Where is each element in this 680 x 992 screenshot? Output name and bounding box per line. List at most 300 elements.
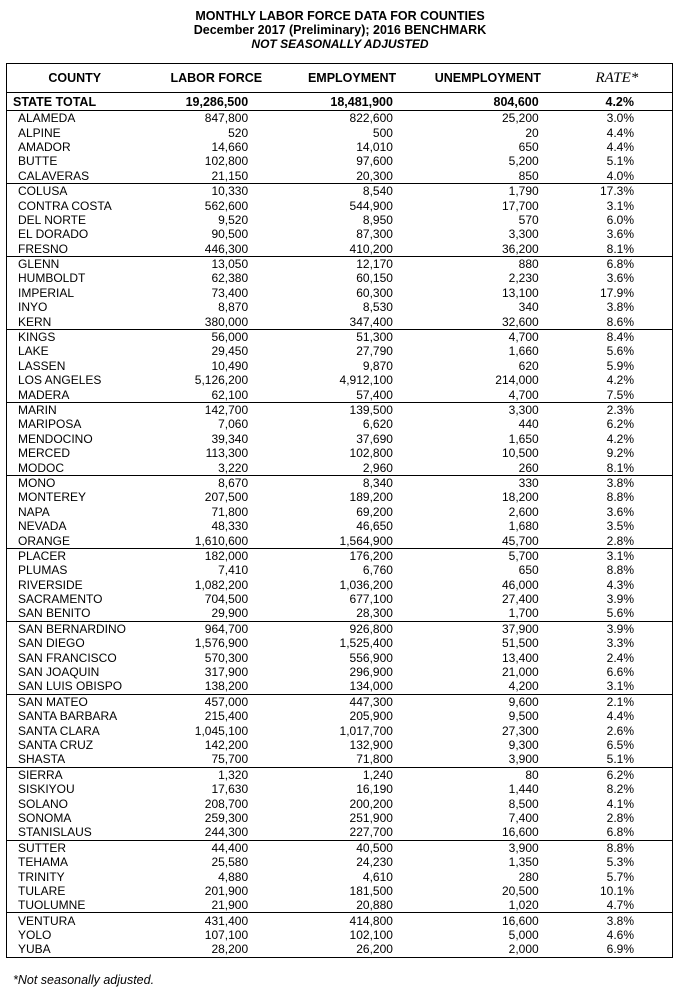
cell-rate: 8.8% — [606, 490, 634, 505]
cell-unemployment: 5,200 — [508, 154, 539, 169]
cell-rate: 5.3% — [606, 855, 634, 870]
cell-rate: 5.1% — [606, 154, 634, 169]
cell-unemployment: 16,600 — [414, 913, 562, 928]
cell-labor-force: 73,400 — [211, 285, 249, 300]
cell-unemployment: 7,400 — [508, 810, 539, 825]
cell-employment: 20,880 — [356, 898, 393, 913]
cell-county: MARIN — [7, 402, 143, 417]
table-row — [7, 928, 673, 942]
cell-unemployment: 570 — [518, 212, 539, 227]
cell-rate: 2.6% — [606, 723, 634, 738]
table-row — [7, 665, 673, 679]
cell-rate: 4.0% — [606, 168, 634, 183]
cell-employment: 87,300 — [356, 227, 393, 242]
table-row — [7, 855, 673, 869]
table-row — [7, 242, 673, 257]
cell-rate: 4.1% — [606, 796, 634, 811]
cell-rate: 6.2% — [606, 417, 634, 432]
table-row — [7, 782, 673, 796]
cell-county: VENTURA — [7, 913, 143, 928]
table-row — [7, 140, 673, 154]
cell-unemployment: 17,700 — [501, 198, 539, 213]
cell-labor-force: 21,150 — [211, 168, 249, 183]
table-row — [7, 898, 673, 913]
cell-unemployment: 1,660 — [508, 344, 539, 359]
cell-employment: 26,200 — [356, 942, 393, 957]
cell-employment: 60,150 — [356, 271, 393, 286]
cell-employment: 28,300 — [356, 606, 393, 621]
cell-employment: 69,200 — [356, 504, 393, 519]
table-row — [7, 548, 673, 563]
cell-labor-force: 1,576,900 — [194, 636, 249, 651]
cell-unemployment: 1,020 — [508, 898, 539, 913]
cell-unemployment: 340 — [518, 300, 539, 315]
cell-county: SHASTA — [18, 752, 66, 767]
table-row — [7, 884, 673, 898]
table-row — [7, 636, 673, 650]
table-row — [7, 869, 673, 883]
cell-rate: 3.6% — [606, 227, 634, 242]
cell-county: MONO — [7, 475, 143, 490]
cell-rate: 5.7% — [606, 869, 634, 884]
cell-employment: 1,036,200 — [339, 577, 393, 592]
cell-unemployment: 45,700 — [501, 533, 539, 548]
cell-employment: 27,790 — [356, 344, 393, 359]
cell-labor-force: 317,900 — [204, 665, 249, 680]
cell-rate: 2.3% — [562, 402, 673, 417]
cell-rate: 8.6% — [606, 314, 634, 329]
cell-unemployment: 3,300 — [414, 402, 562, 417]
cell-rate: 3.9% — [606, 592, 634, 607]
cell-employment: 6,760 — [362, 563, 393, 578]
table-row — [7, 840, 673, 855]
cell-county: GLENN — [7, 256, 143, 271]
cell-county: MONTEREY — [18, 490, 87, 505]
cell-labor-force: 562,600 — [204, 198, 249, 213]
cell-labor-force: 17,630 — [211, 782, 249, 797]
table-row — [7, 373, 673, 387]
cell-county: PLUMAS — [18, 563, 68, 578]
cell-unemployment: 37,900 — [414, 621, 562, 636]
cell-employment: 102,800 — [349, 446, 393, 461]
table-row — [7, 825, 673, 840]
cell-county: YOLO — [18, 928, 52, 943]
cell-county: TEHAMA — [18, 855, 69, 870]
cell-rate: 2.1% — [562, 694, 673, 709]
table-row — [7, 490, 673, 504]
table-row — [7, 679, 673, 694]
cell-unemployment: 1,680 — [508, 519, 539, 534]
cell-labor-force: 215,400 — [204, 709, 249, 724]
cell-county: DEL NORTE — [18, 212, 87, 227]
cell-county: BUTTE — [18, 154, 58, 169]
cell-labor-force: 431,400 — [142, 913, 290, 928]
table-row — [7, 913, 673, 928]
cell-employment: 20,300 — [356, 168, 393, 183]
cell-unemployment: 21,000 — [501, 665, 539, 680]
cell-rate: 3.6% — [606, 504, 634, 519]
cell-rate: 3.1% — [606, 679, 634, 694]
cell-rate: 3.8% — [562, 913, 673, 928]
total-labor-force: 19,286,500 — [142, 93, 290, 111]
cell-unemployment: 1,790 — [414, 183, 562, 198]
cell-employment: 410,200 — [349, 241, 393, 256]
table-row — [7, 169, 673, 184]
cell-employment: 57,400 — [356, 387, 393, 402]
cell-labor-force: 244,300 — [204, 825, 249, 840]
cell-rate: 5.9% — [606, 358, 634, 373]
cell-county: FRESNO — [18, 241, 69, 256]
cell-county: SAN MATEO — [7, 694, 143, 709]
table-row — [7, 213, 673, 227]
cell-unemployment: 8,500 — [508, 796, 539, 811]
table-row — [7, 563, 673, 577]
cell-rate: 6.9% — [606, 942, 634, 957]
cell-county: ALAMEDA — [18, 111, 76, 126]
cell-county: EL DORADO — [18, 227, 89, 242]
cell-rate: 5.6% — [606, 344, 634, 359]
cell-rate: 3.3% — [606, 636, 634, 651]
cell-county: MADERA — [18, 387, 70, 402]
table-row — [7, 694, 673, 709]
cell-rate: 7.5% — [606, 387, 634, 402]
cell-unemployment: 2,230 — [508, 271, 539, 286]
cell-employment: 1,525,400 — [339, 636, 393, 651]
cell-unemployment: 1,350 — [508, 855, 539, 870]
cell-unemployment: 4,200 — [508, 679, 539, 694]
cell-rate: 4.4% — [606, 139, 634, 154]
cell-employment: 8,950 — [362, 212, 393, 227]
table-row — [7, 314, 673, 329]
cell-rate: 3.8% — [606, 300, 634, 315]
cell-rate: 4.2% — [606, 431, 634, 446]
cell-labor-force: 570,300 — [204, 650, 249, 665]
cell-employment: 12,170 — [290, 256, 414, 271]
cell-unemployment: 650 — [518, 139, 539, 154]
cell-unemployment: 20 — [525, 125, 539, 140]
cell-unemployment: 4,700 — [508, 387, 539, 402]
cell-rate: 3.0% — [606, 111, 634, 126]
cell-unemployment: 1,700 — [508, 606, 539, 621]
cell-employment: 500 — [372, 125, 393, 140]
cell-labor-force: 5,126,200 — [194, 373, 249, 388]
cell-labor-force: 207,500 — [204, 490, 249, 505]
cell-labor-force: 4,880 — [218, 869, 249, 884]
cell-labor-force: 182,000 — [142, 548, 290, 563]
cell-labor-force: 142,200 — [204, 737, 249, 752]
table-row — [7, 578, 673, 592]
table-row — [7, 621, 673, 636]
cell-county: NEVADA — [18, 519, 67, 534]
table-row — [7, 533, 673, 548]
cell-employment: 102,100 — [349, 928, 393, 943]
cell-rate: 4.4% — [606, 709, 634, 724]
cell-labor-force: 48,330 — [211, 519, 249, 534]
cell-employment: 14,010 — [356, 139, 393, 154]
cell-labor-force: 21,900 — [211, 898, 249, 913]
cell-unemployment: 10,500 — [501, 446, 539, 461]
cell-county: MARIPOSA — [18, 417, 82, 432]
cell-labor-force: 75,700 — [211, 752, 249, 767]
cell-unemployment: 650 — [518, 563, 539, 578]
cell-employment: 677,100 — [349, 592, 393, 607]
cell-rate: 2.8% — [606, 533, 634, 548]
cell-employment: 6,620 — [362, 417, 393, 432]
table-row — [7, 460, 673, 475]
total-county: STATE TOTAL — [7, 93, 143, 111]
cell-county: IMPERIAL — [18, 285, 75, 300]
cell-unemployment: 13,400 — [501, 650, 539, 665]
cell-labor-force: 259,300 — [204, 810, 249, 825]
cell-rate: 3.9% — [562, 621, 673, 636]
cell-unemployment: 5,700 — [414, 548, 562, 563]
cell-county: SANTA CRUZ — [18, 737, 94, 752]
header-rate: RATE* — [562, 64, 673, 93]
cell-employment: 1,240 — [290, 767, 414, 782]
table-row — [7, 606, 673, 621]
cell-labor-force: 102,800 — [204, 154, 249, 169]
table-row — [7, 271, 673, 285]
cell-county: LASSEN — [18, 358, 66, 373]
table-row — [7, 402, 673, 417]
cell-labor-force: 520 — [228, 125, 249, 140]
cell-labor-force: 1,082,200 — [194, 577, 249, 592]
cell-labor-force: 1,610,600 — [194, 533, 249, 548]
table-row — [7, 227, 673, 241]
cell-labor-force: 446,300 — [204, 241, 249, 256]
cell-labor-force: 107,100 — [204, 928, 249, 943]
cell-county: INYO — [18, 300, 48, 315]
table-row — [7, 256, 673, 271]
cell-unemployment: 1,650 — [508, 431, 539, 446]
cell-unemployment: 25,200 — [501, 111, 539, 126]
cell-rate: 3.1% — [562, 548, 673, 563]
table-row — [7, 198, 673, 212]
table-row — [7, 942, 673, 957]
cell-labor-force: 29,450 — [211, 344, 249, 359]
cell-employment: 51,300 — [290, 329, 414, 344]
total-unemployment: 804,600 — [414, 93, 562, 111]
cell-unemployment: 27,300 — [501, 723, 539, 738]
cell-labor-force: 14,660 — [211, 139, 249, 154]
cell-county: PLACER — [7, 548, 143, 563]
cell-unemployment: 80 — [414, 767, 562, 782]
cell-unemployment: 13,100 — [501, 285, 539, 300]
cell-labor-force: 10,330 — [142, 183, 290, 198]
cell-county: SANTA BARBARA — [18, 709, 118, 724]
cell-rate: 8.1% — [606, 460, 634, 475]
cell-rate: 5.1% — [606, 752, 634, 767]
table-row — [7, 738, 673, 752]
cell-county: SAN JOAQUIN — [18, 665, 100, 680]
cell-unemployment: 9,600 — [414, 694, 562, 709]
cell-unemployment: 440 — [518, 417, 539, 432]
cell-rate: 6.8% — [606, 825, 634, 840]
cell-labor-force: 8,670 — [142, 475, 290, 490]
cell-county: ORANGE — [18, 533, 71, 548]
cell-unemployment: 27,400 — [501, 592, 539, 607]
cell-employment: 296,900 — [349, 665, 393, 680]
cell-labor-force: 10,490 — [211, 358, 249, 373]
cell-unemployment: 2,000 — [508, 942, 539, 957]
cell-unemployment: 3,900 — [508, 752, 539, 767]
table-row — [7, 796, 673, 810]
cell-employment: 176,200 — [290, 548, 414, 563]
table-row — [7, 592, 673, 606]
cell-rate: 4.7% — [606, 898, 634, 913]
table-row — [7, 183, 673, 198]
cell-county: SANTA CLARA — [18, 723, 100, 738]
cell-rate: 6.6% — [606, 665, 634, 680]
footnote: *Not seasonally adjusted. — [13, 973, 155, 987]
table-row — [7, 432, 673, 446]
cell-employment: 4,610 — [362, 869, 393, 884]
cell-unemployment: 32,600 — [501, 314, 539, 329]
cell-rate: 8.8% — [606, 563, 634, 578]
cell-rate: 8.2% — [606, 782, 634, 797]
cell-rate: 2.8% — [606, 810, 634, 825]
table-row — [7, 154, 673, 168]
report-title: MONTHLY LABOR FORCE DATA FOR COUNTIES — [195, 9, 485, 23]
cell-employment: 16,190 — [356, 782, 393, 797]
cell-employment: 556,900 — [349, 650, 393, 665]
header-employment: EMPLOYMENT — [290, 64, 414, 93]
table-row — [7, 344, 673, 358]
cell-county: CALAVERAS — [18, 168, 90, 183]
cell-labor-force: 113,300 — [205, 446, 249, 461]
cell-employment: 132,900 — [349, 737, 393, 752]
cell-labor-force: 847,800 — [204, 111, 249, 126]
cell-labor-force: 9,520 — [218, 212, 249, 227]
cell-county: MENDOCINO — [18, 431, 93, 446]
table-row — [7, 709, 673, 723]
cell-rate: 8.4% — [562, 329, 673, 344]
cell-county: NAPA — [18, 504, 50, 519]
cell-unemployment: 280 — [518, 869, 539, 884]
cell-unemployment: 9,500 — [508, 709, 539, 724]
table-header-row — [7, 64, 673, 93]
cell-unemployment: 330 — [414, 475, 562, 490]
cell-employment: 37,690 — [356, 431, 393, 446]
cell-employment: 200,200 — [349, 796, 393, 811]
cell-county: AMADOR — [18, 139, 71, 154]
total-rate: 4.2% — [562, 93, 673, 111]
cell-labor-force: 13,050 — [142, 256, 290, 271]
cell-rate: 6.5% — [606, 737, 634, 752]
report-note: NOT SEASONALLY ADJUSTED — [251, 37, 429, 51]
cell-labor-force: 380,000 — [204, 314, 249, 329]
cell-labor-force: 208,700 — [204, 796, 249, 811]
cell-unemployment: 3,900 — [414, 840, 562, 855]
table-row — [7, 286, 673, 300]
cell-county: LOS ANGELES — [18, 373, 102, 388]
cell-labor-force: 44,400 — [142, 840, 290, 855]
table-row — [7, 111, 673, 126]
cell-rate: 3.1% — [606, 198, 634, 213]
cell-county: SISKIYOU — [18, 782, 75, 797]
cell-employment: 189,200 — [349, 490, 393, 505]
table-row — [7, 125, 673, 139]
cell-labor-force: 25,580 — [211, 855, 249, 870]
cell-county: SONOMA — [18, 810, 72, 825]
cell-rate: 9.2% — [606, 446, 634, 461]
cell-employment: 71,800 — [356, 752, 393, 767]
cell-labor-force: 7,060 — [218, 417, 249, 432]
cell-labor-force: 7,410 — [218, 563, 249, 578]
cell-employment: 24,230 — [356, 855, 393, 870]
county-labor-table — [6, 63, 673, 958]
cell-county: LAKE — [18, 344, 49, 359]
cell-county: SAN DIEGO — [18, 636, 85, 651]
cell-unemployment: 214,000 — [495, 373, 539, 388]
cell-unemployment: 1,440 — [508, 782, 539, 797]
cell-unemployment: 4,700 — [414, 329, 562, 344]
cell-labor-force: 1,045,100 — [194, 723, 249, 738]
cell-employment: 205,900 — [349, 709, 393, 724]
cell-unemployment: 18,200 — [501, 490, 539, 505]
cell-labor-force: 142,700 — [142, 402, 290, 417]
cell-rate: 17.9% — [599, 285, 634, 300]
cell-county: MERCED — [18, 446, 71, 461]
cell-county: TRINITY — [18, 869, 65, 884]
table-row — [7, 300, 673, 314]
cell-labor-force: 71,800 — [211, 504, 249, 519]
cell-employment: 4,912,100 — [339, 373, 393, 388]
table-row — [7, 387, 673, 402]
cell-rate: 8.1% — [606, 241, 634, 256]
cell-labor-force: 28,200 — [211, 942, 249, 957]
cell-county: TULARE — [18, 883, 66, 898]
cell-rate: 3.6% — [606, 271, 634, 286]
cell-employment: 2,960 — [362, 460, 393, 475]
cell-rate: 6.0% — [606, 212, 634, 227]
cell-unemployment: 46,000 — [501, 577, 539, 592]
cell-unemployment: 850 — [518, 168, 539, 183]
cell-rate: 5.6% — [606, 606, 634, 621]
cell-employment: 347,400 — [349, 314, 393, 329]
cell-rate: 4.3% — [606, 577, 634, 592]
cell-labor-force: 62,380 — [211, 271, 249, 286]
cell-rate: 10.1% — [599, 883, 634, 898]
cell-unemployment: 36,200 — [501, 241, 539, 256]
cell-labor-force: 56,000 — [142, 329, 290, 344]
table-row — [7, 519, 673, 533]
cell-unemployment: 2,600 — [508, 504, 539, 519]
cell-labor-force: 39,340 — [211, 431, 249, 446]
cell-employment: 46,650 — [356, 519, 393, 534]
cell-employment: 60,300 — [356, 285, 393, 300]
cell-rate: 6.8% — [562, 256, 673, 271]
cell-employment: 822,600 — [349, 111, 393, 126]
cell-labor-force: 138,200 — [204, 679, 249, 694]
cell-county: YUBA — [18, 942, 51, 957]
cell-employment: 227,700 — [349, 825, 393, 840]
cell-rate: 4.6% — [606, 928, 634, 943]
cell-labor-force: 8,870 — [218, 300, 249, 315]
header-county: COUNTY — [7, 64, 143, 93]
cell-employment: 1,017,700 — [339, 723, 393, 738]
cell-county: HUMBOLDT — [18, 271, 86, 286]
report-subtitle: December 2017 (Preliminary); 2016 BENCHMARK — [193, 23, 487, 37]
cell-rate: 3.5% — [606, 519, 634, 534]
cell-county: CONTRA COSTA — [18, 198, 112, 213]
cell-employment: 414,800 — [290, 913, 414, 928]
cell-labor-force: 62,100 — [211, 387, 249, 402]
cell-employment: 926,800 — [290, 621, 414, 636]
cell-county: SAN FRANCISCO — [18, 650, 117, 665]
table-row — [7, 811, 673, 825]
cell-county: SOLANO — [18, 796, 69, 811]
